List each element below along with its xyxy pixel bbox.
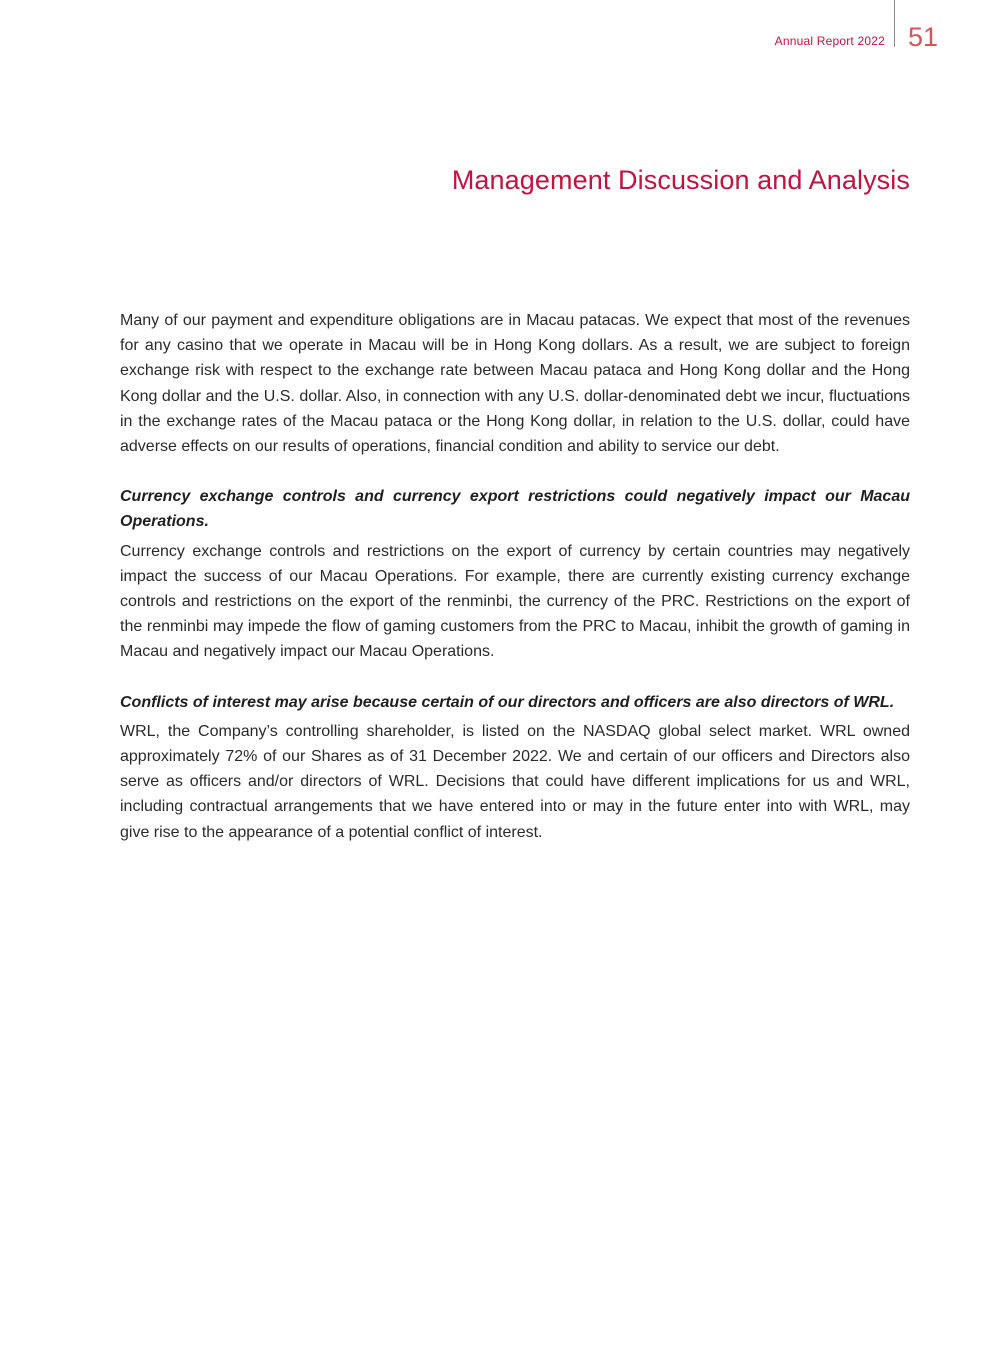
- page-header: [0, 0, 1006, 60]
- report-label: Annual Report 2022: [774, 34, 885, 48]
- section-title: Management Discussion and Analysis: [451, 165, 910, 195]
- heading-currency-controls: Currency exchange controls and currency export restrictions could negatively impact our Macau Operations.: [120, 488, 910, 531]
- page-number: 51: [908, 22, 939, 52]
- paragraph-currency-controls: Currency exchange controls and restrictions on the export of currency by certain countries may negatively impact the success of our Macau Operations. For example, there are currently existing currency exchange controls and restrictions on the export of the renminbi, the currency of the PRC. Restrictions on the export of the renminbi may impede the flow of gaming customers from the PRC to Macau, inhibit the growth of gaming in Macau and negatively impact our Macau Operations.: [120, 542, 910, 661]
- body-content: [120, 308, 910, 845]
- paragraph-foreign-exchange: Many of our payment and expenditure obligations are in Macau patacas. We expect that most of the revenues for any casino that we operate in Macau will be in Hong Kong dollars. As a result, we are subject to foreign exchange risk with respect to the exchange rate between Macau pataca and Hong Kong dollar and the Hong Kong dollar and the U.S. dollar. Also, in connection with any U.S. dollar-denominated debt we incur, fluctuations in the exchange rates of the Macau pataca or the Hong Kong dollar, in relation to the U.S. dollar, could have adverse effects on our results of operations, financial condition and ability to service our debt.: [120, 312, 910, 456]
- heading-conflicts-of-interest: Conflicts of interest may arise because certain of our directors and officers are also directors of WRL.: [120, 693, 895, 711]
- paragraph-conflicts-of-interest: WRL, the Company’s controlling shareholder, is listed on the NASDAQ global select market. WRL owned approximately 72% of our Shares as of 31 December 2022. We and certain of our officers and Directors also serve as officers and/or directors of WRL. Decisions that could have different implications for us and WRL, including contractual arrangements that we have entered into or may in the future enter into with WRL, may give rise to the appearance of a potential conflict of interest.: [120, 722, 910, 841]
- header-divider: [894, 0, 895, 47]
